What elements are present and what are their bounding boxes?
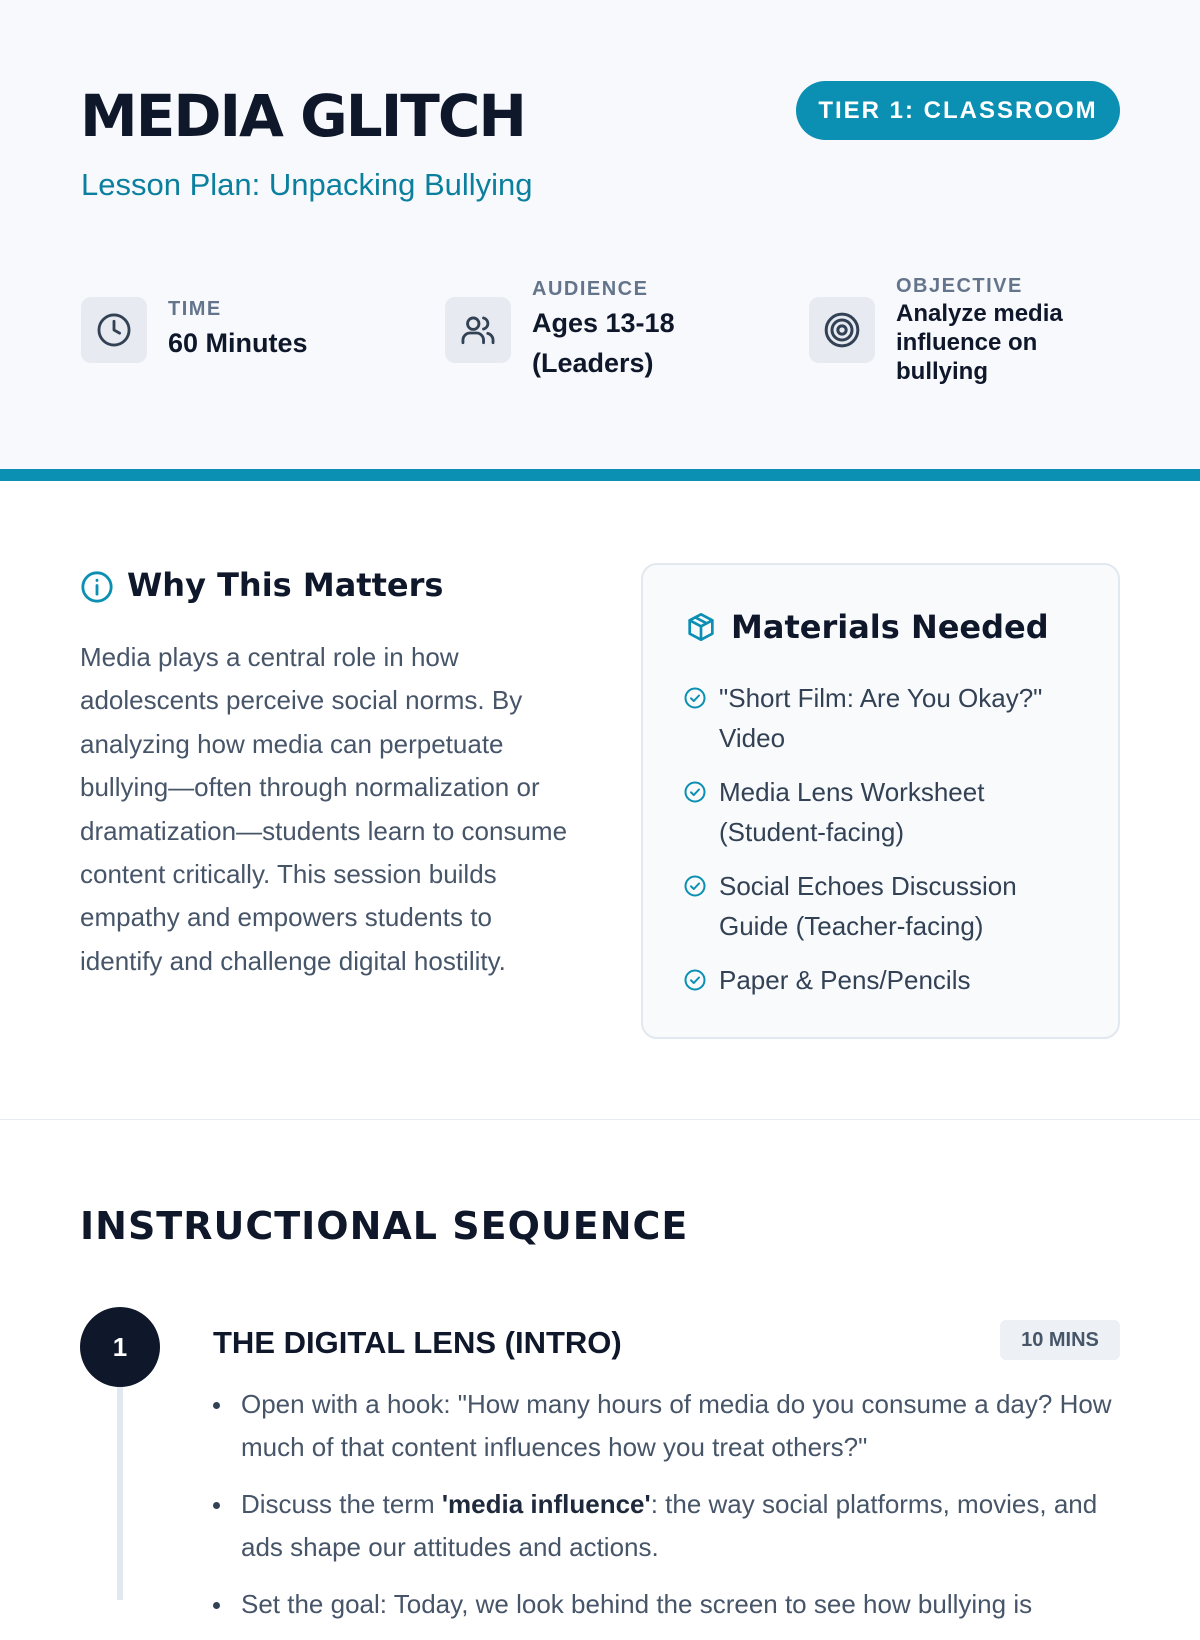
bullet-emphasis: 'media influence' [441,1489,651,1519]
time-label: TIME [168,298,222,320]
why-section-title: Why This Matters [127,566,444,604]
materials-item [683,678,1093,758]
audience-label: AUDIENCE [532,278,649,300]
materials-card [641,563,1120,1039]
step-number: 1 [80,1307,160,1387]
check-circle-icon [683,874,707,898]
info-icon [80,570,114,604]
objective-value-line-3: bullying [896,358,988,385]
audience-icon-box [445,297,511,363]
materials-item [683,772,1093,852]
check-circle-icon [683,686,707,710]
header-divider [0,469,1200,481]
step-bullet-list [213,1383,1133,1640]
time-value: 60 Minutes [168,328,308,358]
step-title: THE DIGITAL LENS (INTRO) [213,1325,622,1360]
objective-value-line-1: Analyze media [896,300,1063,327]
materials-item [683,866,1093,946]
audience-value-line-2: (Leaders) [532,348,654,378]
sequence-title: INSTRUCTIONAL SEQUENCE [80,1204,689,1248]
audience-value-line-1: Ages 13-18 [532,308,675,338]
timeline-line [117,1385,123,1600]
materials-item-text: Media Lens Worksheet (Student-facing) [719,777,985,847]
page-subtitle: Lesson Plan: Unpacking Bullying [81,167,533,202]
objective-icon-box [809,297,875,363]
objective-label: OBJECTIVE [896,275,1023,297]
materials-item-text: Social Echoes Discussion Guide (Teacher-facing) [719,871,1017,941]
materials-item-text: Paper & Pens/Pencils [719,965,971,995]
target-icon [822,310,862,350]
section-divider [0,1119,1200,1120]
step-duration-badge: 10 MINS [1000,1320,1120,1360]
objective-value-line-2: influence on [896,329,1038,356]
bullet-text: Discuss the term [241,1489,442,1519]
materials-title: Materials Needed [731,608,1049,646]
clock-icon [95,311,133,349]
bullet-text: : the way social platforms, movies, and ads shape our attitudes and actions. [241,1489,1098,1562]
check-circle-icon [683,780,707,804]
materials-item [683,960,1093,1000]
lesson-header [0,0,1200,470]
why-section-body: Media plays a central role in how adolescents perceive social norms. By analyzing how media can perpetuate bullying—often through normalization or dramatization—students learn to consume content critically. This session builds empathy and empowers students to identify and challenge digital hostility. [80,642,568,976]
step-bullet [213,1483,1133,1569]
page-title: MEDIA GLITCH [80,82,525,150]
package-icon [685,611,717,643]
time-icon-box [81,297,147,363]
materials-item-text: "Short Film: Are You Okay?" Video [719,683,1043,753]
step-bullet: Set the goal: Today, we look behind the screen to see how bullying is [213,1583,1133,1626]
tier-badge: TIER 1: CLASSROOM [796,81,1120,140]
check-circle-icon [683,968,707,992]
step-bullet: Open with a hook: "How many hours of media do you consume a day? How much of that content influences how you treat others?" [213,1383,1133,1469]
users-icon [459,311,497,349]
